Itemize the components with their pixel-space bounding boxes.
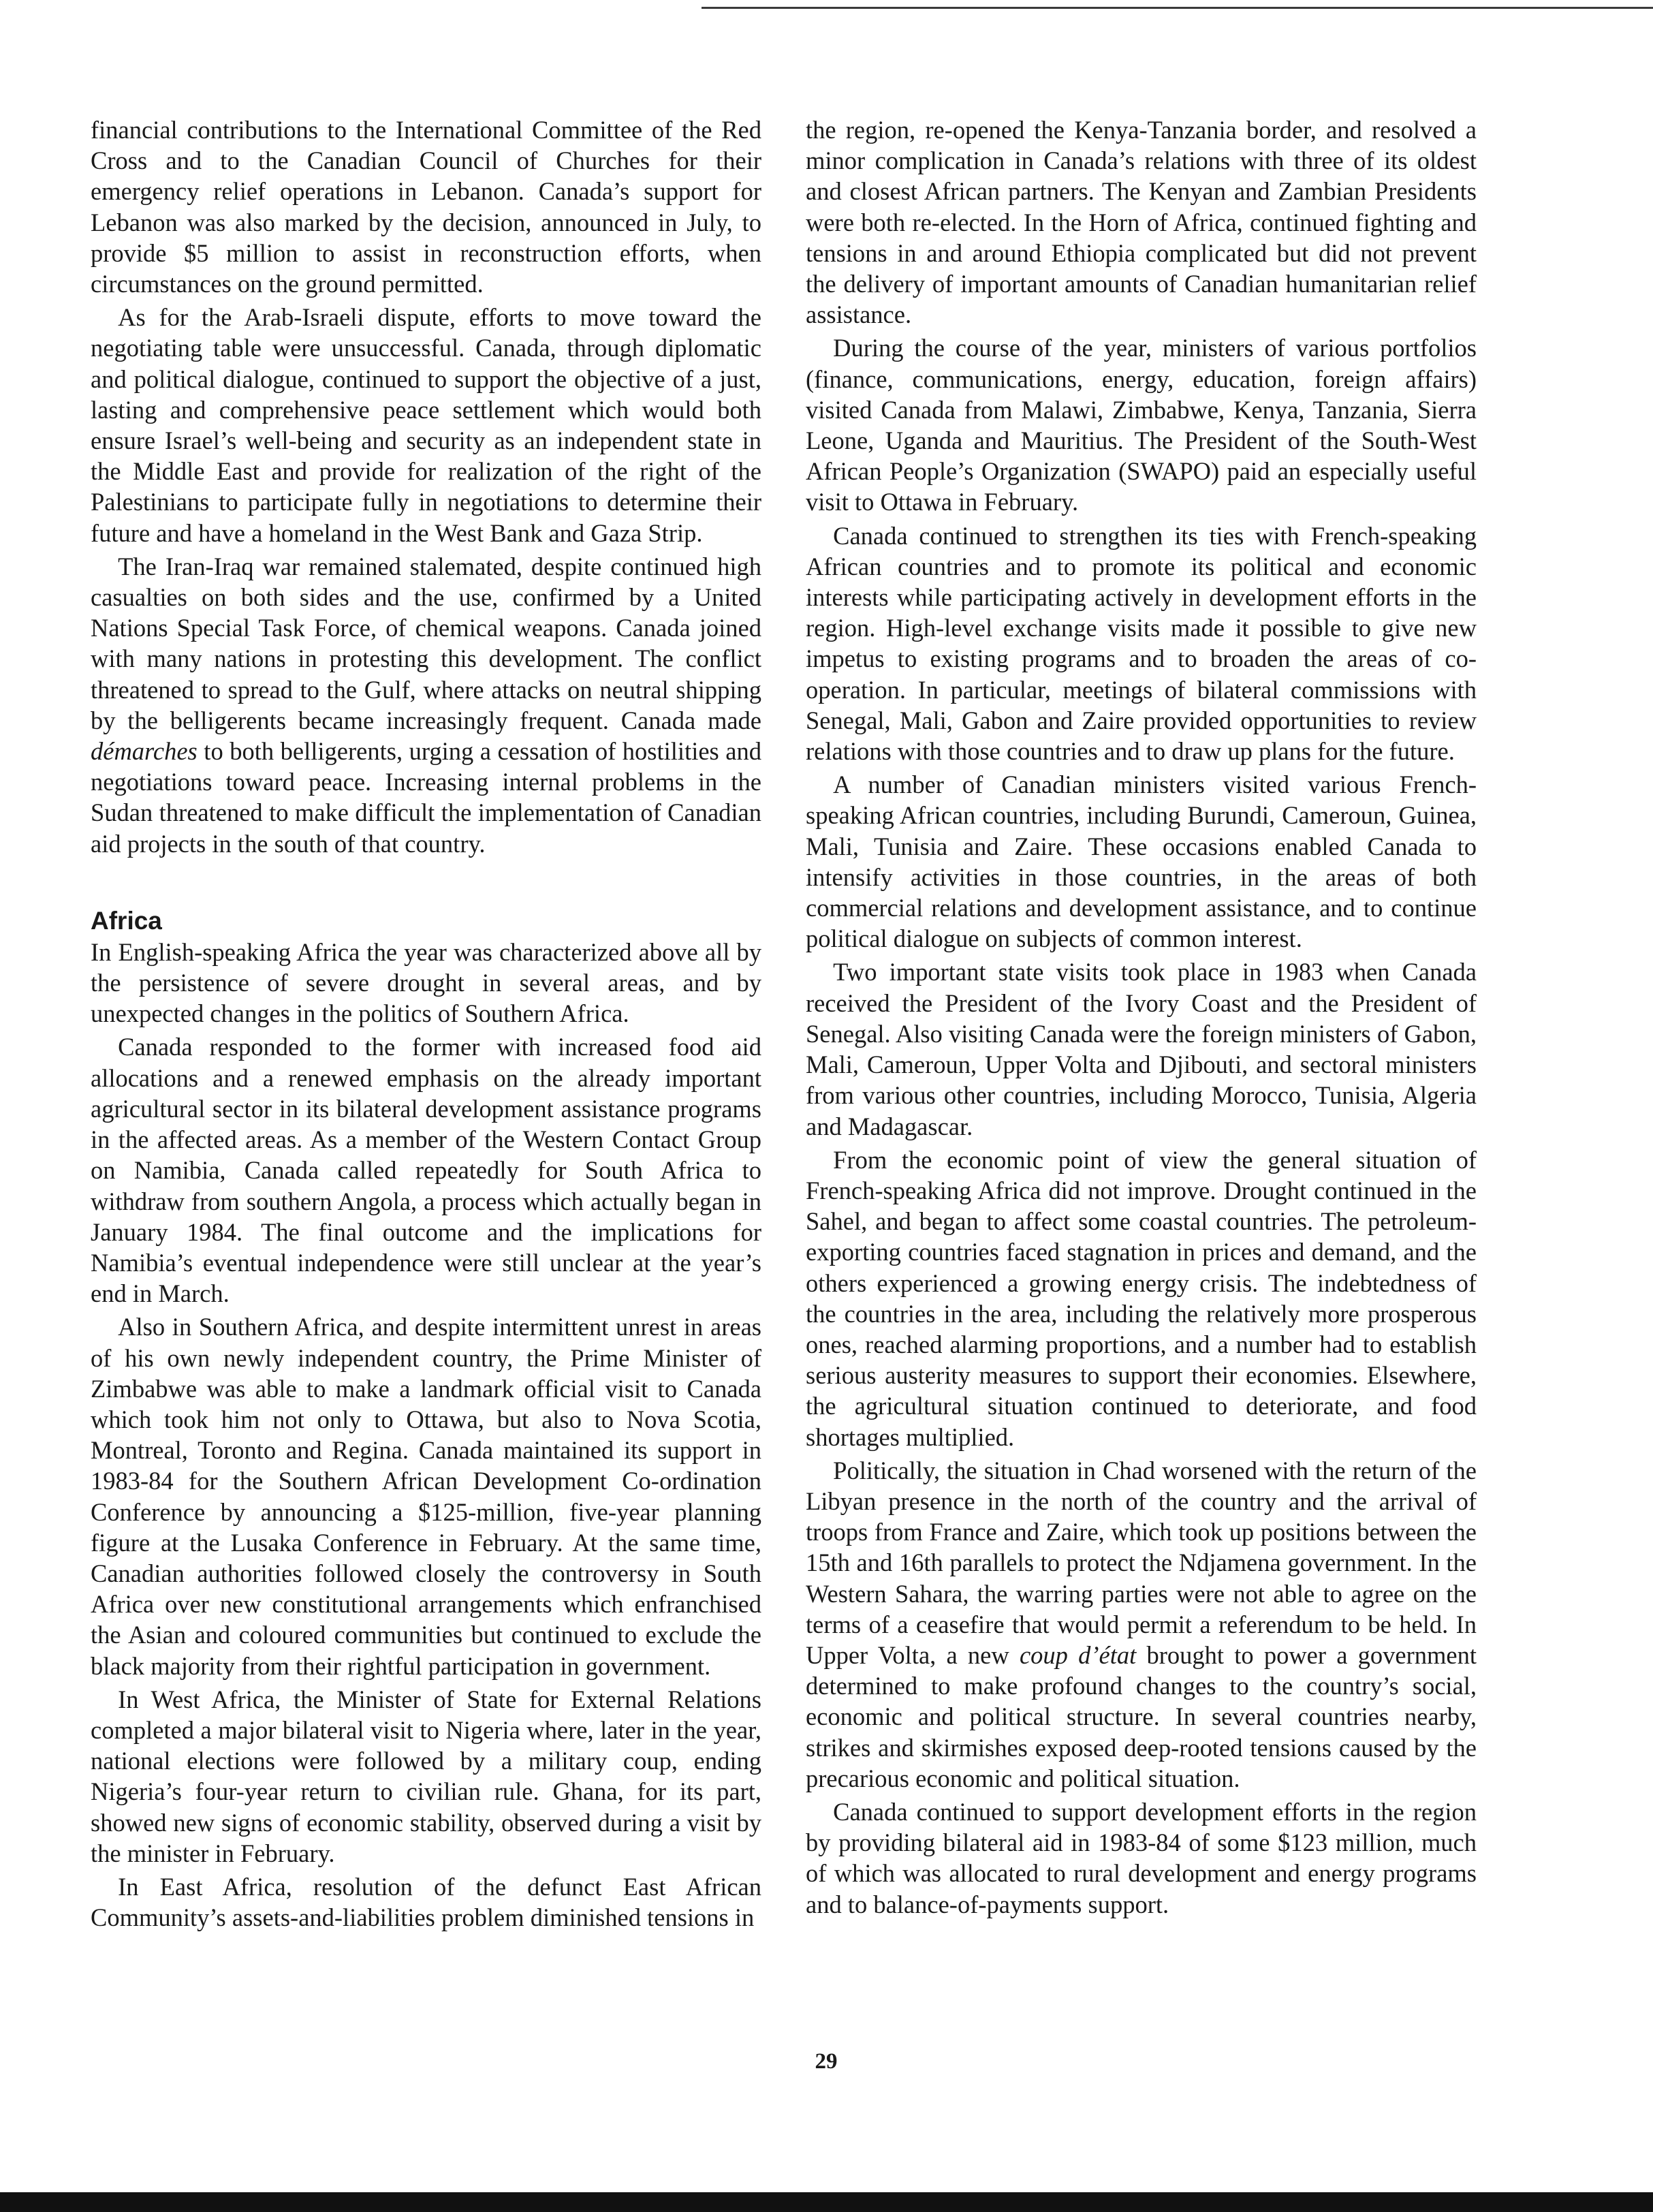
paragraph-text: The Iran-Iraq war remained stalemated, despite continued high casualties on both sides and the use, confirmed by a United Nations Special Task Force, of chemical weapons. Canada joined with many nations in protesting this development. The conflict threatened to spread to the Gulf, where attacks on neutral shipping by the belligerents became increasingly frequent. Canada made: [91, 552, 761, 734]
paragraph: As for the Arab-Israeli dispute, efforts to move toward the negotiating table were unsuccessful. Canada, through diplomatic and political dialogue, continued to support the objective of a just, lasting and comprehensive peace settlement which would both ensure Israel’s well-being and security as an independent state in the Middle East and provide for realization of the right of the Palestinians to participate fully in negotiations to determine their future and have a homeland in the West Bank and Gaza Strip.: [91, 303, 761, 547]
paragraph: Canada continued to strengthen its ties with French-speaking African countries and to promote its political and economic interests while participating actively in development efforts in the region. High-level exchange visits made it possible to give new impetus to existing programs and to broaden the areas of co-operation. In particular, meetings of bilateral commissions with Senegal, Mali, Gabon and Zaire provided opportunities to review relations with those countries and to draw up plans for the future.: [806, 521, 1477, 766]
top-rule: [702, 7, 1653, 9]
paragraph-text: Politically, the situation in Chad worsened with the return of the Libyan presence in the north of the country and the arrival of troops from France and Zaire, which took up positions between the 15th and 16th parallels to protect the Ndjamena government. In the Western Sahara, the warring parties were not able to agree on the terms of a ceasefire that would permit a referendum to be held. In Upper Volta, a new: [806, 1456, 1477, 1669]
italic-term: coup d’état: [1019, 1640, 1137, 1669]
paragraph: A number of Canadian ministers visited various French-speaking African countries, including Burundi, Cameroun, Guinea, Mali, Tunisia and Zaire. These occasions enabled Canada to intensify activities in those countries, in the areas of both commercial relations and development assistance, and to continue political dialogue on subjects of common interest.: [806, 770, 1477, 953]
italic-term: démarches: [91, 737, 198, 766]
right-column: [806, 114, 1477, 1920]
paragraph: In English-speaking Africa the year was characterized above all by the persistence of severe drought in several areas, and by unexpected changes in the politics of Southern Africa.: [91, 937, 761, 1028]
bottom-rule: [0, 2192, 1653, 2212]
paragraph: In West Africa, the Minister of State for External Relations completed a major bilateral visit to Nigeria where, later in the year, national elections were followed by a military coup, ending Nigeria’s four-year return to civilian rule. Ghana, for its part, showed new signs of economic stability, observed during a visit by the minister in February.: [91, 1685, 761, 1867]
paragraph: During the course of the year, ministers of various portfolios (finance, communications, energy, education, foreign affairs) visited Canada from Malawi, Zimbabwe, Kenya, Tanzania, Sierra Leone, Uganda and Mauritius. The President of the South-West African People’s Organization (SWAPO) paid an especially useful visit to Ottawa in February.: [806, 334, 1477, 516]
paragraph: In East Africa, resolution of the defunct East African Community’s assets-and-liabilities problem diminished tensions in: [91, 1872, 761, 1932]
paragraph-text: brought to power a government determined to make profound changes to the country’s social, economic and political structure. In several countries nearby, strikes and skirmishes exposed deep-rooted tensions caused by the precarious economic and political situation.: [806, 1640, 1477, 1792]
section-heading: Africa: [91, 906, 162, 935]
paragraph: Two important state visits took place in 1983 when Canada received the President of the Ivory Coast and the President of Senegal. Also visiting Canada were the foreign ministers of Gabon, Mali, Cameroun, Upper Volta and Djibouti, and sectoral ministers from various other countries, including Morocco, Tunisia, Algeria and Madagascar.: [806, 958, 1477, 1140]
paragraph: the region, re-opened the Kenya-Tanzania border, and resolved a minor complication in Canada’s relations with three of its oldest and closest African partners. The Kenyan and Zambian Presidents were both re-elected. In the Horn of Africa, continued fighting and tensions in and around Ethiopia complicated but did not prevent the delivery of important amounts of Canadian humanitarian relief assistance.: [806, 116, 1477, 329]
paragraph: From the economic point of view the general situation of French-speaking Africa did not improve. Drought continued in the Sahel, and began to affect some coastal countries. The petroleum-exporting countries faced stagnation in prices and demand, and the others experienced a growing energy crisis. The indebtedness of the countries in the area, including the relatively more prosperous ones, reached alarming proportions, and a number had to establish serious austerity measures to support their economies. Elsewhere, the agricultural situation continued to deteriorate, and food shortages multiplied.: [806, 1145, 1477, 1451]
paragraph: [91, 551, 761, 859]
paragraph: Canada continued to support development efforts in the region by providing bilateral aid in 1983-84 of some $123 million, much of which was allocated to rural development and energy programs and to balance-of-payments support.: [806, 1797, 1477, 1918]
paragraph-text: to both belligerents, urging a cessation of hostilities and negotiations toward peace. Increasing internal problems in the Sudan threatened to make difficult the implementation of Canadian aid projects in the south of that country.: [91, 737, 761, 858]
left-column: [91, 114, 761, 1933]
paragraph: [806, 1455, 1477, 1794]
paragraph: Canada responded to the former with increased food aid allocations and a renewed emphasis on the already important agricultural sector in its bilateral development assistance programs in the affected areas. As a member of the Western Contact Group on Namibia, Canada called repeatedly for South Africa to withdraw from southern Angola, a process which actually began in January 1984. The final outcome and the implications for Namibia’s eventual independence were still unclear at the year’s end in March.: [91, 1033, 761, 1308]
page-number: 29: [815, 2049, 838, 2074]
paragraph: financial contributions to the International Committee of the Red Cross and to the Canadian Council of Churches for their emergency relief operations in Lebanon. Canada’s support for Lebanon was also marked by the decision, announced in July, to provide $5 million to assist in reconstruction efforts, when circumstances on the ground permitted.: [91, 116, 761, 298]
paragraph: Also in Southern Africa, and despite intermittent unrest in areas of his own newly independent country, the Prime Minister of Zimbabwe was able to make a landmark official visit to Canada which took him not only to Ottawa, but also to Nova Scotia, Montreal, Toronto and Regina. Canada maintained its support in 1983-84 for the Southern African Development Co-ordination Conference by announcing a $125-million, five-year planning figure at the Lusaka Conference in February. At the same time, Canadian authorities followed closely the controversy in South Africa over new constitutional arrangements which enfranchised the Asian and coloured communities but continued to exclude the black majority from their rightful participation in government.: [91, 1313, 761, 1680]
